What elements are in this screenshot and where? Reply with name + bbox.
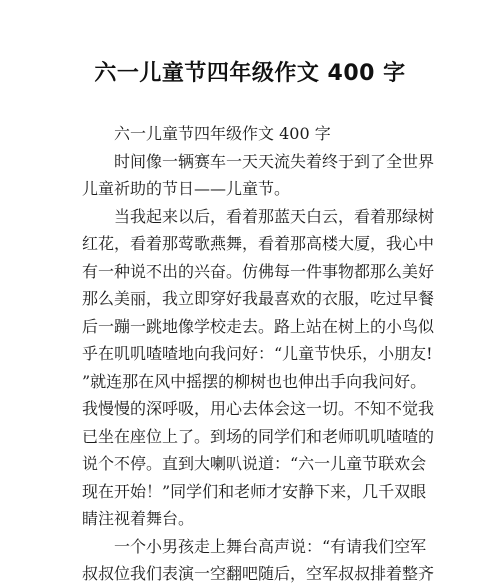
text-line: 时间像一辆赛车一天天流失着终于到了全世界 bbox=[114, 151, 435, 171]
text-line: 乎在叽叽喳喳地向我问好：“儿童节快乐，小朋友! bbox=[82, 344, 433, 363]
text-line: 一个小男孩走上舞台高声说：“有请我们空军 bbox=[114, 536, 427, 556]
text-line: 叔叔位我们表演一空翻吧随后，空军叔叔排着整齐 bbox=[82, 564, 435, 583]
text-line: 我慢慢的深呼吸，用心去体会这一切。不知不觉我 bbox=[82, 399, 435, 418]
document-body bbox=[82, 120, 435, 588]
document-title: 六一儿童节四年级作文 400 字 bbox=[94, 61, 406, 86]
text-line: 后一蹦一跳地像学校走去。路上站在树上的小鸟似 bbox=[82, 316, 435, 336]
text-line: 当我起来以后，看着那蓝天白云，看着那绿树 bbox=[114, 206, 435, 226]
text-line: ”就连那在风中摇摆的柳树也也伸出手向我问好。 bbox=[82, 371, 427, 391]
text-line: 有一种说不出的兴奋。仿佛每一件事物都那么美好 bbox=[82, 261, 435, 281]
text-line: 儿童祈助的节日——儿童节。 bbox=[82, 179, 291, 198]
text-line: 已坐在座位上了。到场的同学们和老师叽叽喳喳的 bbox=[82, 426, 435, 446]
text-line: 六一儿童节四年级作文 400 字 bbox=[114, 124, 331, 143]
text-line: 红花，看着那莺歌燕舞，看着那高楼大厦，我心中 bbox=[82, 234, 435, 253]
text-line: 说个不停。直到大喇叭说道：“六一儿童节联欢会 bbox=[82, 454, 427, 473]
text-line: 那么美丽，我立即穿好我最喜欢的衣服，吃过早餐 bbox=[82, 289, 435, 308]
text-line: 现在开始！”同学们和老师才安静下来，几千双眼 bbox=[82, 481, 427, 501]
text-line: 睛注视着舞台。 bbox=[82, 509, 195, 528]
